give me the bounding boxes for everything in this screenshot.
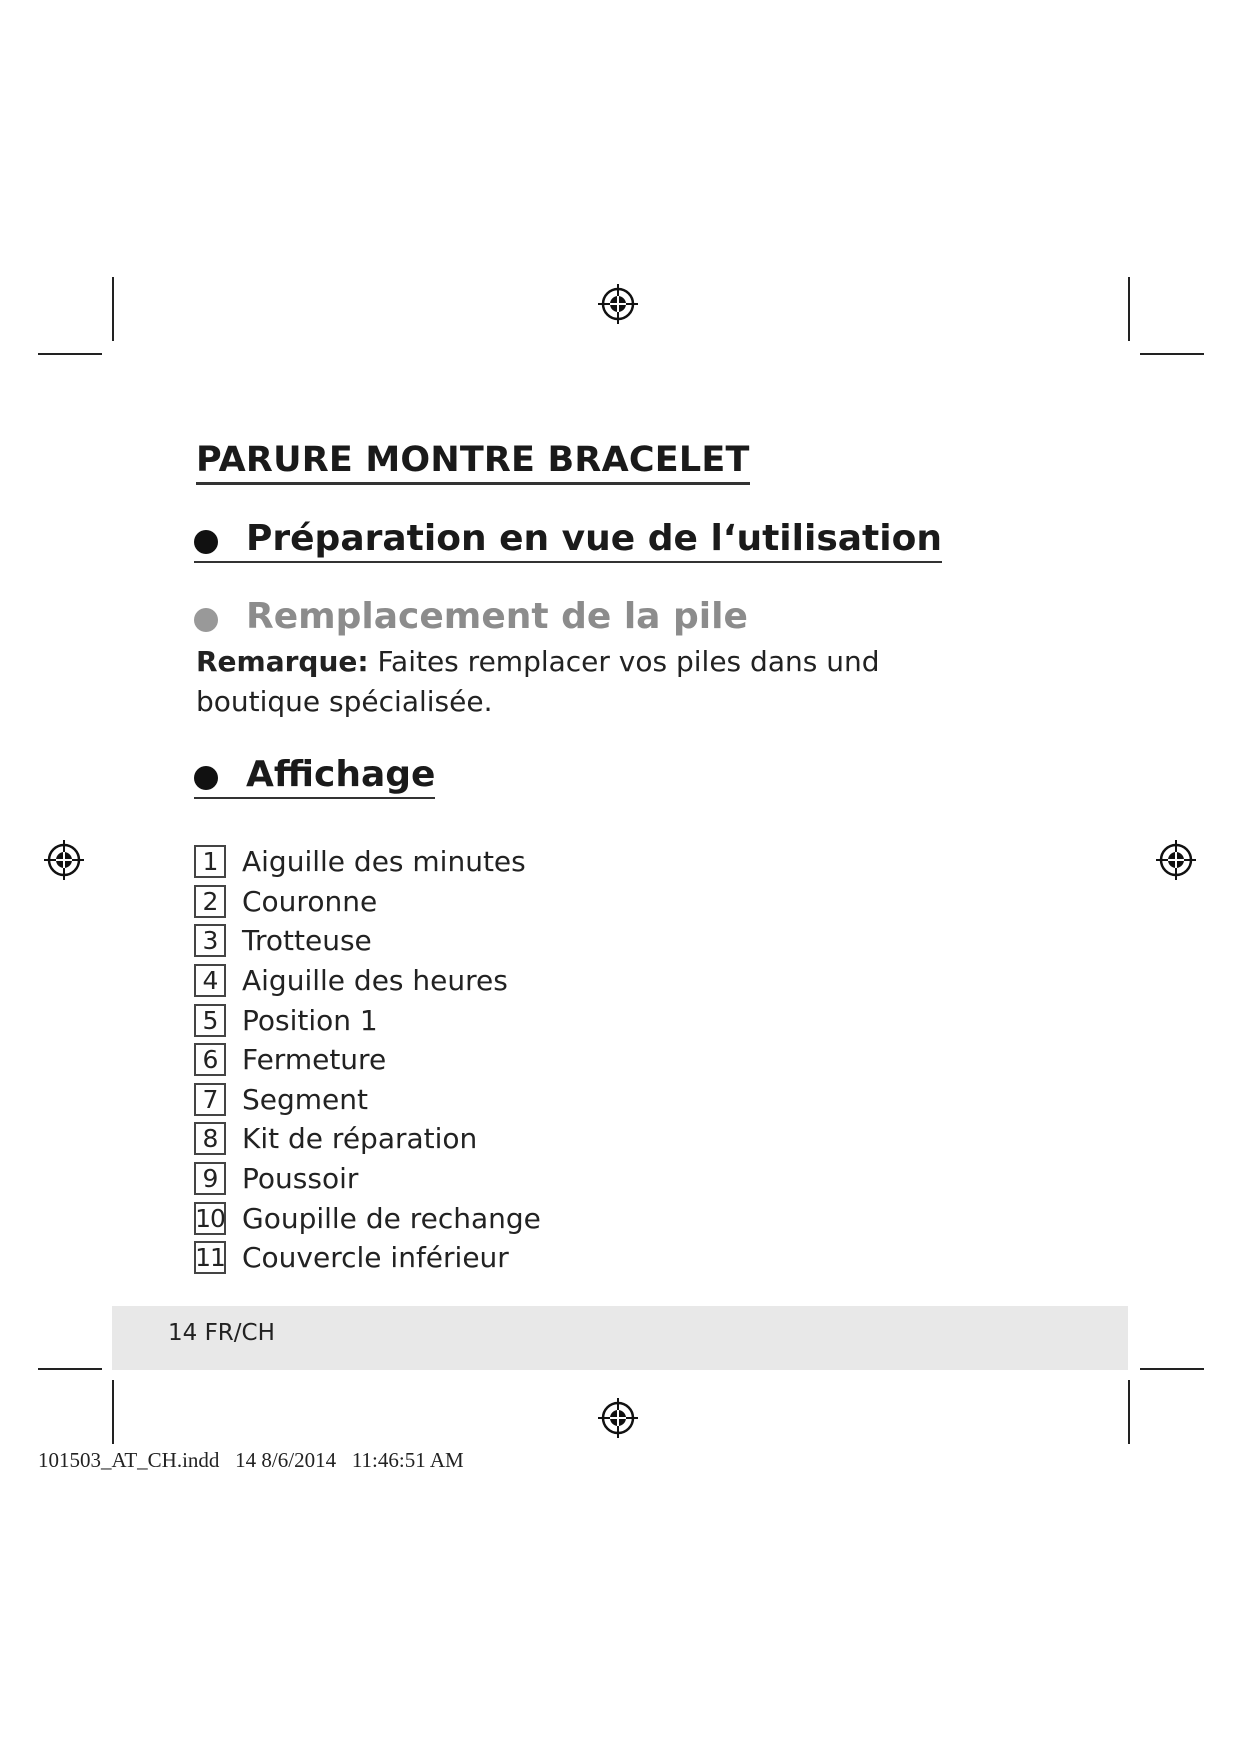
item-label: Kit de réparation [242,1122,478,1156]
list-item [194,1119,541,1159]
item-number-box: 2 [194,885,226,918]
print-slug: 101503_AT_CH.indd 14 8/6/2014 11:46:51 AM [38,1448,464,1472]
item-number-box: 1 [194,845,226,878]
page-number: 14 FR/CH [168,1320,275,1346]
crop-mark-top-right-vertical [1128,277,1130,341]
item-number-box: 8 [194,1122,226,1155]
item-number-box: 4 [194,964,226,997]
list-item [194,842,541,882]
item-number-box: 3 [194,924,226,957]
item-number-box: 7 [194,1083,226,1116]
section-title-display: Affichage [246,754,436,795]
item-label: Poussoir [242,1162,359,1196]
list-item [194,882,541,922]
bullet-icon [194,766,218,790]
remark-text: Faites remplacer vos piles dans und boutique spécialisée. [196,645,880,718]
list-item [194,1040,541,1080]
registration-mark-left-icon [42,838,86,882]
parts-list [194,842,541,1278]
bullet-icon [194,608,218,632]
item-label: Couronne [242,884,378,918]
item-label: Aiguille des minutes [242,845,526,879]
list-item [194,961,541,1001]
item-label: Trotteuse [242,924,372,958]
crop-mark-bottom-right-vertical [1128,1380,1130,1444]
crop-mark-top-right-horizontal [1140,353,1204,355]
section-title-preparation: Préparation en vue de l‘utilisation [246,518,942,559]
item-label: Position 1 [242,1003,378,1037]
item-label: Segment [242,1082,368,1116]
crop-mark-top-left-horizontal [38,353,102,355]
remark-label: Remarque: [196,645,369,678]
item-label: Aiguille des heures [242,964,508,998]
list-item [194,1080,541,1120]
item-number-box: 10 [195,1203,225,1233]
registration-mark-right-icon [1154,838,1198,882]
list-item [194,1000,541,1040]
bullet-icon [194,530,218,554]
crop-mark-top-left-vertical [112,277,114,341]
crop-mark-bottom-right-horizontal [1140,1368,1204,1370]
list-item [194,1198,541,1238]
page-title: PARURE MONTRE BRACELET [196,440,750,485]
remark-paragraph [196,642,956,722]
registration-mark-top-icon [596,282,640,326]
item-label: Fermeture [242,1043,387,1077]
item-number-box: 9 [194,1162,226,1195]
crop-mark-bottom-left-vertical [112,1380,114,1444]
crop-mark-bottom-left-horizontal [38,1368,102,1370]
section-title-battery: Remplacement de la pile [246,596,748,637]
list-item [194,1238,541,1278]
list-item [194,921,541,961]
item-number-box: 11 [195,1243,225,1273]
section-heading-display [194,754,435,799]
item-label: Goupille de rechange [242,1201,541,1235]
registration-mark-bottom-icon [596,1396,640,1440]
item-number-box: 6 [194,1043,226,1076]
list-item [194,1159,541,1199]
section-heading-battery [194,596,748,637]
section-heading-preparation [194,518,942,563]
item-label: Couvercle inférieur [242,1241,509,1275]
item-number-box: 5 [194,1004,226,1037]
